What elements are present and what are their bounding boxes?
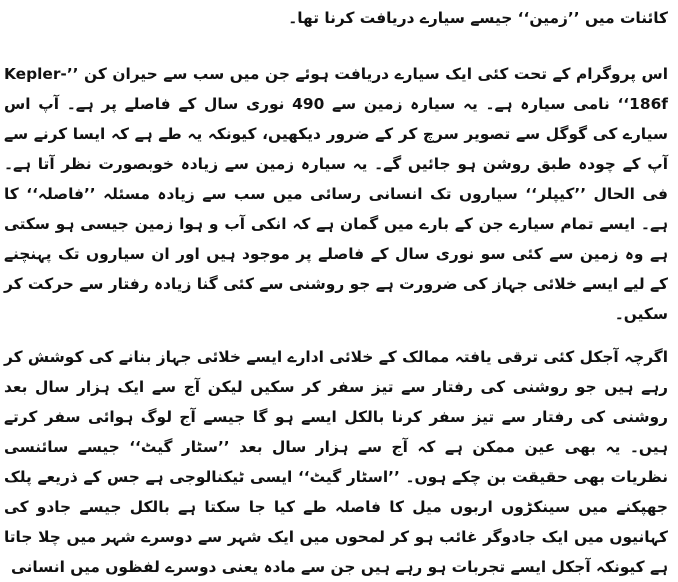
paragraph-stargate: اگرچہ آجکل کئی ترقی یافتہ ممالک کے خلائی ادارے ایسے خلائی جہاز بنانے کی کوشش کر رہے ہیں جو روشنی کی رفتار سے تیز سفر کر سکیں لیکن آج سے ایک ہزار سال بعد روشنی کی رفتار سے تیز سفر کرنا بالکل ایسے ہو گا جیسے آج لوگ ہوائی سفر کرتے ہیں۔ یہ بھی عین ممکن ہے کہ آج سے ہزار سال بعد ’’سٹار گیٹ‘‘ جیسے سائنسی نظریات بھی حقیقت بن چکے ہوں۔ ’’اسٹار گیٹ‘‘ ایسی ٹیکنالوجی ہے جس کے ذریعے پلک جھپکنے میں سینکڑوں اربوں میل کا فاصلہ طے کیا جا سکتا ہے بالکل جیسے جادو کی کہانیوں میں ایک جادوگر غائب ہو کر لمحوں میں ایک شہر سے دوسرے شہر میں چلا جاتا ہے کیونکہ آجکل ایسے تجربات ہو رہے ہیں جن سے مادہ یعنی دوسرے لفظوں میں انسانی [4,348,668,577]
paragraph-kepler: اس پروگرام کے تحت کئی ایک سیارے دریافت ہوئے جن میں سب سے حیران کن ’’Kepler-186f‘‘ نامی سیارہ ہے۔ یہ سیارہ زمین سے 490 نوری سال کے فاصلے پر ہے۔ آپ اس سیارے کی گوگل سے تصویر سرچ کر کے ضرور دیکھیں، کیونکہ یہ طے ہے کہ ایسا کرنے سے آپ کے چودہ طبق روشن ہو جائیں گے۔ یہ سیارہ زمین سے زیادہ خوبصورت نظر آتا ہے۔ فی الحال ’’کیپلر‘‘ سیاروں تک انسانی رسائی میں سب سے زیادہ مسئلہ ’’فاصلہ‘‘ کا ہے۔ ایسے تمام سیارے جن کے بارے میں گمان ہے کہ انکی آب و ہوا زمین جیسی ہو سکتی ہے وہ زمین سے کئی سو نوری سال کے فاصلے پر موجود ہیں اور ان سیاروں تک پہنچنے کے لیے ایسے خلائی جہاز کی ضرورت ہے جو روشنی سے کئی گنا زیادہ رفتار سے حرکت کر سکیں۔ [4,65,668,324]
paragraph-intro-fragment: کائنات میں ’’زمین‘‘ جیسے سیارے دریافت کرنا تھا۔ [288,9,668,28]
